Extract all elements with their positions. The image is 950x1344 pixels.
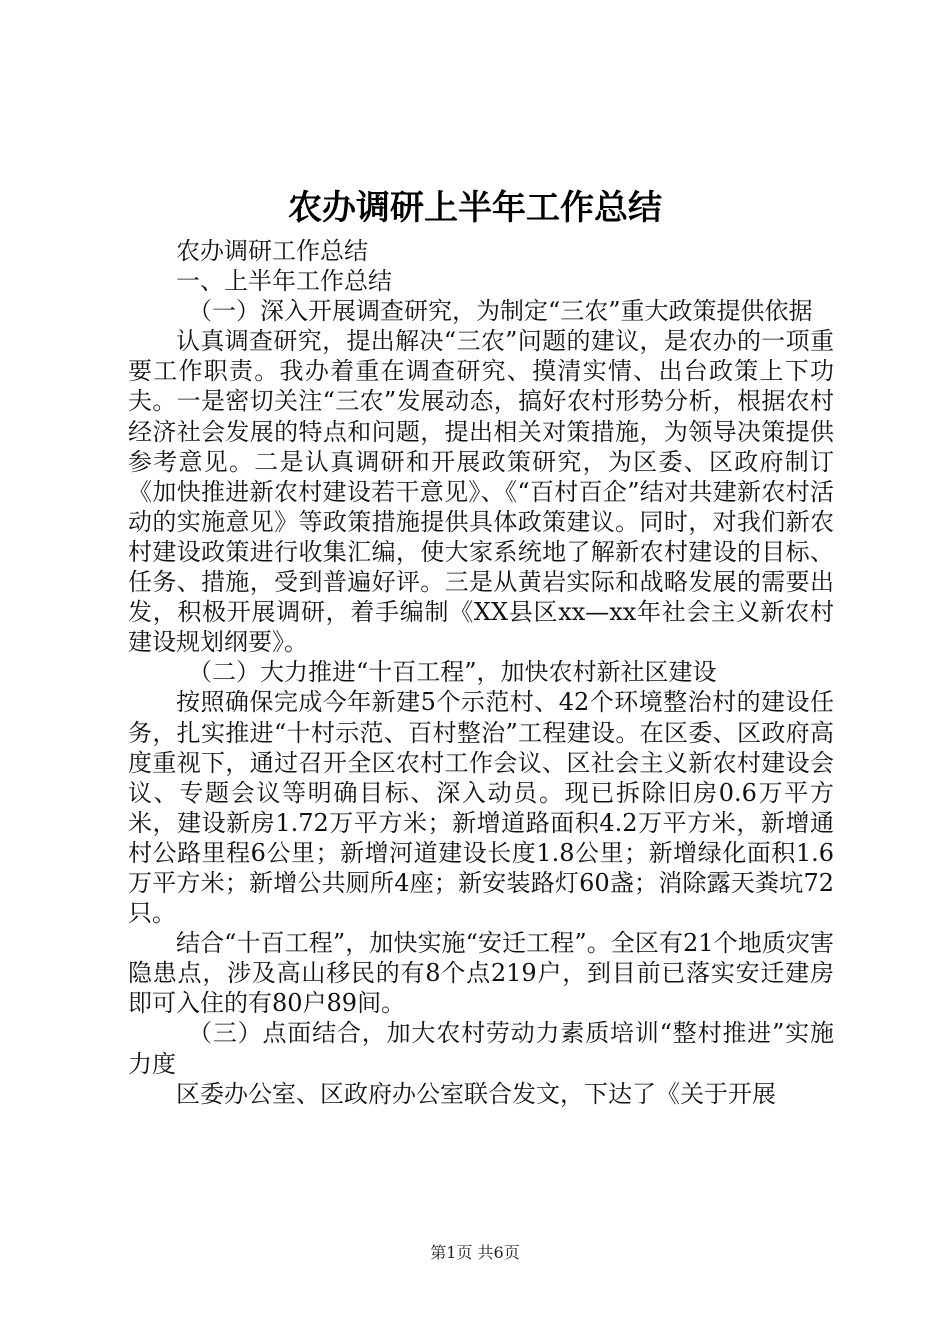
paragraph: 按照确保完成今年新建5个示范村、42个环境整治村的建设任务，扎实推进“十村示范、百村整治”工程建设。在区委、区政府高度重视下，通过召开全区农村工作会议、区社会主义新农村建设会议、专题会议等明确目标、深入动员。现已拆除旧房0.6万平方米，建设新房1.72万平方米；新增道路面积4.2万平方米，新增通村公路里程6公里；新增河道建设长度1.8公里；新增绿化面积1.6万平方米；新增公共厕所4座；新安装路灯60盏；消除露天粪坑72只。 (128, 688, 834, 928)
page-footer: 第1页 共6页 (430, 1243, 520, 1262)
paragraph: 农办调研工作总结 (176, 237, 368, 265)
section-heading: 一、上半年工作总结 (176, 267, 392, 296)
paragraph: 区委办公室、区政府办公室联合发文，下达了《关于开展 (176, 1079, 776, 1108)
paragraph: 结合“十百工程”，加快实施“安迁工程”。全区有21个地质灾害隐患点，涉及高山移民的有8个点219户，到目前已落实安迁建房即可入住的有80户89间。 (128, 929, 834, 1018)
subsection-heading: （三）点面结合，加大农村劳动力素质培训“整村推进”实施力度 (128, 1019, 834, 1078)
paragraph: 认真调查研究，提出解决“三农”问题的建议，是农办的一项重要工作职责。我办着重在调查研究、摸清实情、出台政策上下功夫。一是密切关注“三农”发展动态，搞好农村形势分析，根据农村经济社会发展的特点和问题，提出相关对策措施，为领导决策提供参考意见。二是认真调研和开展政策研究，为区委、区政府制订《加快推进新农村建设若干意见》、《“百村百企”结对共建新农村活动的实施意见》等政策措施提供具体政策建议。同时，对我们新农村建设政策进行收集汇编，使大家系统地了解新农村建设的目标、任务、措施，受到普遍好评。三是从黄岩实际和战略发展的需要出发，积极开展调研，着手编制《XX县区xx—xx年社会主义新农村建设规划纲要》。 (128, 327, 834, 657)
subsection-heading: （一）深入开展调查研究，为制定“三农”重大政策提供依据 (188, 297, 813, 326)
subsection-heading: （二）大力推进“十百工程”，加快农村新社区建设 (188, 658, 717, 687)
document-title: 农办调研上半年工作总结 (288, 188, 662, 228)
document-body (128, 236, 834, 1109)
